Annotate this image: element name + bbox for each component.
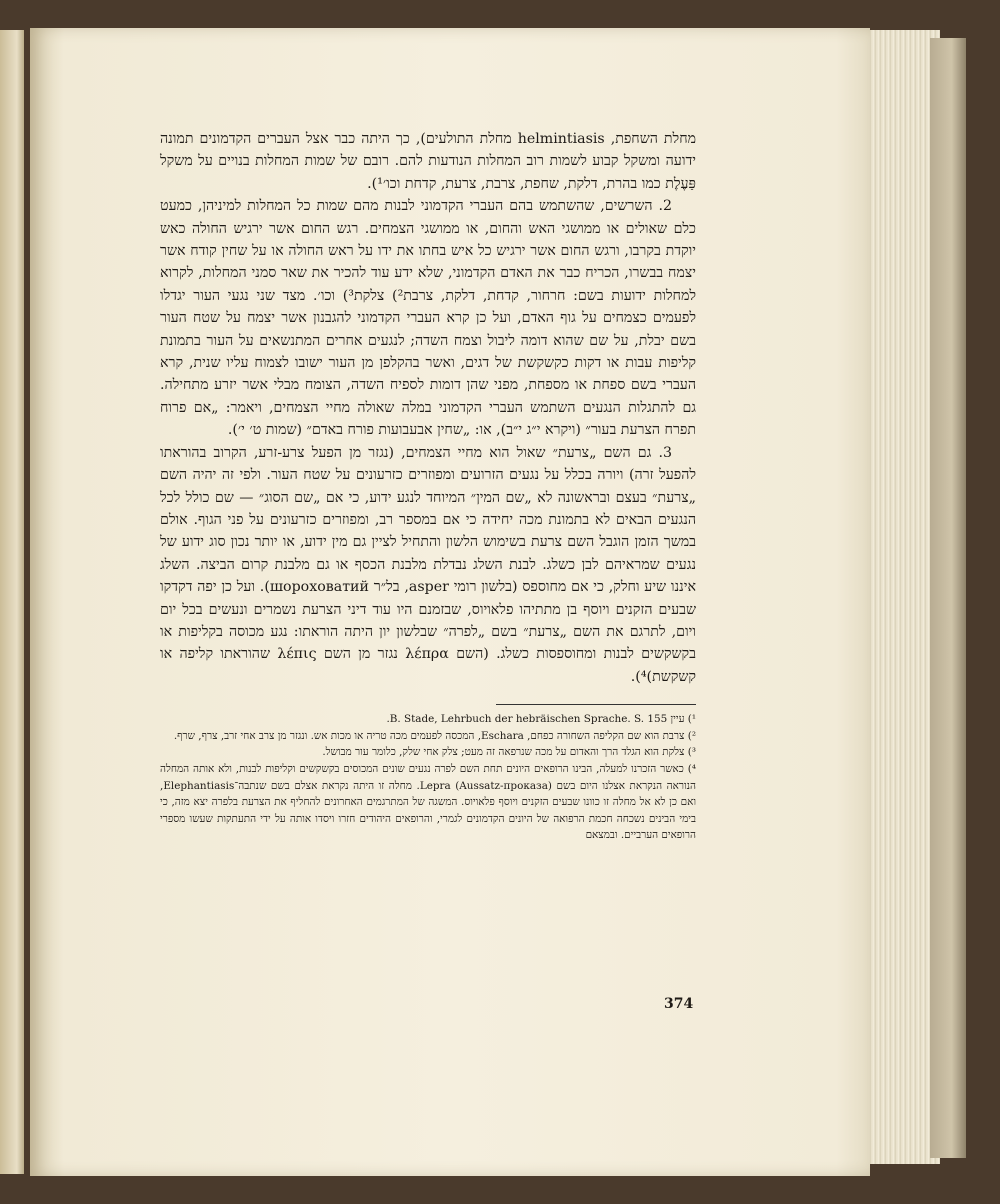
book-cover-edge	[930, 38, 966, 1158]
facing-page-edge	[0, 30, 24, 1174]
footnote-2: ²) צרבת הוא שם הקליפה השחורה כפחם, Eschara, המכסה לפעמים מכה טריה או מכות אש. ונגזר מן צרב אחי זרב, צרף, שרף.	[173, 729, 696, 742]
footnote-rule	[496, 704, 696, 705]
paragraph-2: 2. השרשים, שהשתמש בהם העברי הקדמוני לבנות מהם שמות כל המחלות למיניהן, כמעט כלם שאולים או ממושגי האש והחום, או ממושגי הצמחים. רגש החום אשר ירגיש החולה כאש יוקדת בקרבו, ורגש החום אשר ירגיש כל איש בחתו את ידו על ראש החולה או על שחין קודח אשר יצמח בבשרו, הכריח כבר את האדם הקדמוני, שלא ידע עוד להכיר את שאר סמני המחלות, לקרוא למחלות ידועות בשם: חרחור, קדחת, דלקת, צרבת²) צלקת³) וכו׳. מצד שני נגעי העור יגדלו לפעמים כצמחים על גוף האדם, ועל כן קרא העברי הקדמוני להגבנון אשר יצמח על שטח העור בשם יבלת, על שם שהוא דומה ליבול וצמח השדה; לנגעים אחרים המתנשאים על העור בתמונת קליפות עבות או דקות כקשקשת של דגים, ואשר בהקלפן מן העור ישובו לצמוח עליו שנית, קרא העברי בשם ספחת או מספחת, מפני שהן דומות לספיח השדה, הצומח מבלי אשר יזרע מתחילה. גם להתגלות הנגעים השתמש העברי הקדמוני במלה שאולה מחיי הצמחים, ויאמר: „אם פרוח תפרח הצרעת בעור״ (ויקרא י״ג י״ב), או: „שחין אבעבועות פורח באדם״ (שמות ט׳ י׳).	[160, 198, 696, 439]
footnote-1: ¹) עיין B. Stade, Lehrbuch der hebräischen Sprache. S. 155.	[386, 713, 696, 726]
page-block-edges	[862, 30, 940, 1164]
body-text	[160, 128, 696, 844]
footnote-3: ³) צלקת הוא הגלד הרך והאדום על מכה שנרפאה זה מעט; צלק אחי שלק, כלומר עור מבושל.	[322, 746, 696, 759]
footnotes	[160, 711, 696, 844]
book-page	[30, 28, 870, 1176]
footnote-4: ⁴) כאשר הזכרנו למעלה, הבינו הרופאים היונים תחת השם לפרה נגעים שונים המכוסים בקשקשים וקליפות לבנות, ולא אותה המחלה הנוראה הנקראת אצלנו היום בשם Lepra (Aussatz-проказа). מחלה זו היתה נקראת אצלם בשם שנתבה־Elephantiasis, ואם כן לא אל מחלה זו כוונו שבעים הזקנים ויוסף פלאויוס. המשגה של המתרגמים האחרונים להחליף את הצרעת בלפרה יצא מזה, כי בימי הבינים נשכחה חכמת הרפואה של היונים הקדמונים לגמרי, והרופאים היהודים חזרו ויסדו אותה על ידי התעתקות שעשו מספרי הרופאים הערביים. ובמצאם	[160, 762, 696, 842]
page-number: 374	[664, 996, 694, 1012]
paragraph-intro: מחלת השחפת, helmintiasis מחלת התולעים), כך היתה כבר אצל העברים הקדמונים תמונה ידועה ומשקל קבוע לשמות רוב המחלות הנודעות להם. רובם של שמות המחלות בנויים על משקל פַּעֶלֶת כמו בהרת, דלקת, שחפת, צרבת, צרעת, קדחת וכו׳¹).	[160, 131, 697, 192]
paragraph-3: 3. גם השם „צרעת״ שאול הוא מחיי הצמחים, (נגזר מן הפעל צרע-זרע, הקרוב בהוראתו להפעל זרה) ויורה בכלל על נגעים הזרועים ומפוזרים כזרעונים על שטח העור. ולפי זה יהיה השם „צרעת״ בעצם ובראשונה לא „שם המין״ המיוחד לנגע ידוע, כי אם „שם הסוג״ — שם כולל לכל הנגעים הבאים לא בתמונת מכה יחידה כי אם במספר רב, ומפוזרים כזרעונים על פני הגוף. אולם במשך הזמן הוגבל השם צרעת בשימוש הלשון והתחיל לציין גם מין ידוע, או יותר נכון סוג ידוע של נגעים שמראיהם לבן כשלג. לבנת השלג נבדלת מלבנת הכסף או גם מלבנת קרום הביצה. השלג איננו שיע וחלק, כי אם מחוספס (בלשון רומי asper, בל״ר шороховатий). ועל כן יפה דקדקו שבעים הזקנים ויוסף בן מתתיהו פלאויוס, שבזמנם היו עוד דיני הצרעת נשמרים ונעשים בכל יום ויום, לתרגם את השם „צרעת״ בשם „לפרה״ שבלשון יון היתה הוראתו: נגע מכוסה בקליפות או בקשקשים לבנות ומחוספסות כשלג. (השם λέπρα נגזר מן השם λέπις שהוראתו קליפה או קשקשת)⁴).	[160, 444, 696, 685]
